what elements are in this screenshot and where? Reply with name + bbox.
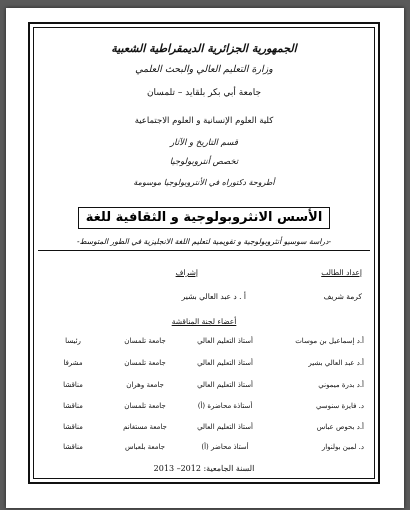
jury-row	[38, 423, 370, 440]
jury-member-role: مناقشا	[63, 402, 83, 410]
jury-row	[38, 402, 370, 419]
jury-member-name: أ.د بحوص عباس	[316, 423, 364, 431]
jury-member-role: مناقشا	[63, 423, 83, 431]
jury-member-rank: أستاذة محاضرة (أ)	[197, 402, 253, 410]
jury-title: أعضاء لجنة المناقشة	[171, 317, 237, 326]
jury-member-role: مشرفا	[63, 359, 83, 367]
student-name: كرمة شريف	[323, 292, 362, 301]
page-border	[28, 22, 380, 484]
jury-member-rank: أستاذ التعليم العالي	[197, 381, 253, 389]
thesis-subtitle: -دراسة سوسيو أنثروبولوجية و تقويمية لتعليم اللغة الانجليزية في الطور المتوسط-	[38, 235, 370, 251]
jury-member-role: مناقشا	[63, 381, 83, 389]
jury-member-name: أ.د إسماعيل بن موسات	[295, 337, 364, 345]
jury-member-university: جامعة وهران	[126, 381, 164, 389]
thesis-type: أطروحة دكتوراه في الأنتروبولوجيا موسومة	[133, 178, 275, 187]
ministry-header: وزارة التعليم العالي والبحث العلمي	[135, 64, 273, 75]
republic-header: الجمهورية الجزائرية الديمقراطية الشعبية	[111, 42, 297, 55]
university-header: جامعة أبي بكر بلقايد – تلمسان	[146, 88, 262, 98]
jury-member-university: جامعة تلمسان	[124, 359, 166, 367]
student-label: إعداد الطالب	[321, 268, 362, 277]
supervisor-name: أ . د عبد العالي بشير	[181, 292, 246, 301]
jury-member-name: أ.د عبد العالي بشير	[308, 359, 364, 367]
jury-row	[38, 359, 370, 376]
specialty-header: تخصص أنتروبولوجيا	[169, 157, 239, 167]
jury-member-name: د. لمين بولنوار	[321, 443, 364, 451]
thesis-title: الأسس الانثروبولوجية و الثقافية للغة	[78, 207, 330, 229]
jury-row	[38, 337, 370, 354]
page-border-inner	[33, 27, 375, 479]
document-page	[6, 8, 404, 508]
academic-year: السنة الجامعية: 2012– 2013	[153, 464, 255, 473]
jury-member-university: جامعة مستغانم	[123, 423, 167, 431]
jury-member-name: د. فايزة سنوسي	[315, 402, 364, 410]
jury-member-university: جامعة تلمسان	[124, 337, 166, 345]
jury-member-rank: أستاذ محاضر (أ)	[201, 443, 249, 451]
jury-member-rank: أستاذ التعليم العالي	[197, 359, 253, 367]
jury-member-role: رئيسا	[65, 337, 81, 345]
department-header: قسم التاريخ و الآثار	[170, 138, 238, 148]
jury-row	[38, 381, 370, 398]
jury-row	[38, 443, 370, 460]
jury-member-name: أ.د بدرة ميموني	[318, 381, 364, 389]
jury-member-role: مناقشا	[63, 443, 83, 451]
jury-member-rank: أستاذ التعليم العالي	[197, 337, 253, 345]
jury-member-rank: أستاذ التعليم العالي	[197, 423, 253, 431]
supervisor-label: إشراف	[175, 268, 198, 277]
faculty-header: كلية العلوم الإنسانية و العلوم الاجتماعية	[134, 116, 274, 126]
page-content	[38, 32, 370, 474]
jury-member-university: جامعة تلمسان	[124, 402, 166, 410]
jury-member-university: جامعة بلعباس	[125, 443, 165, 451]
